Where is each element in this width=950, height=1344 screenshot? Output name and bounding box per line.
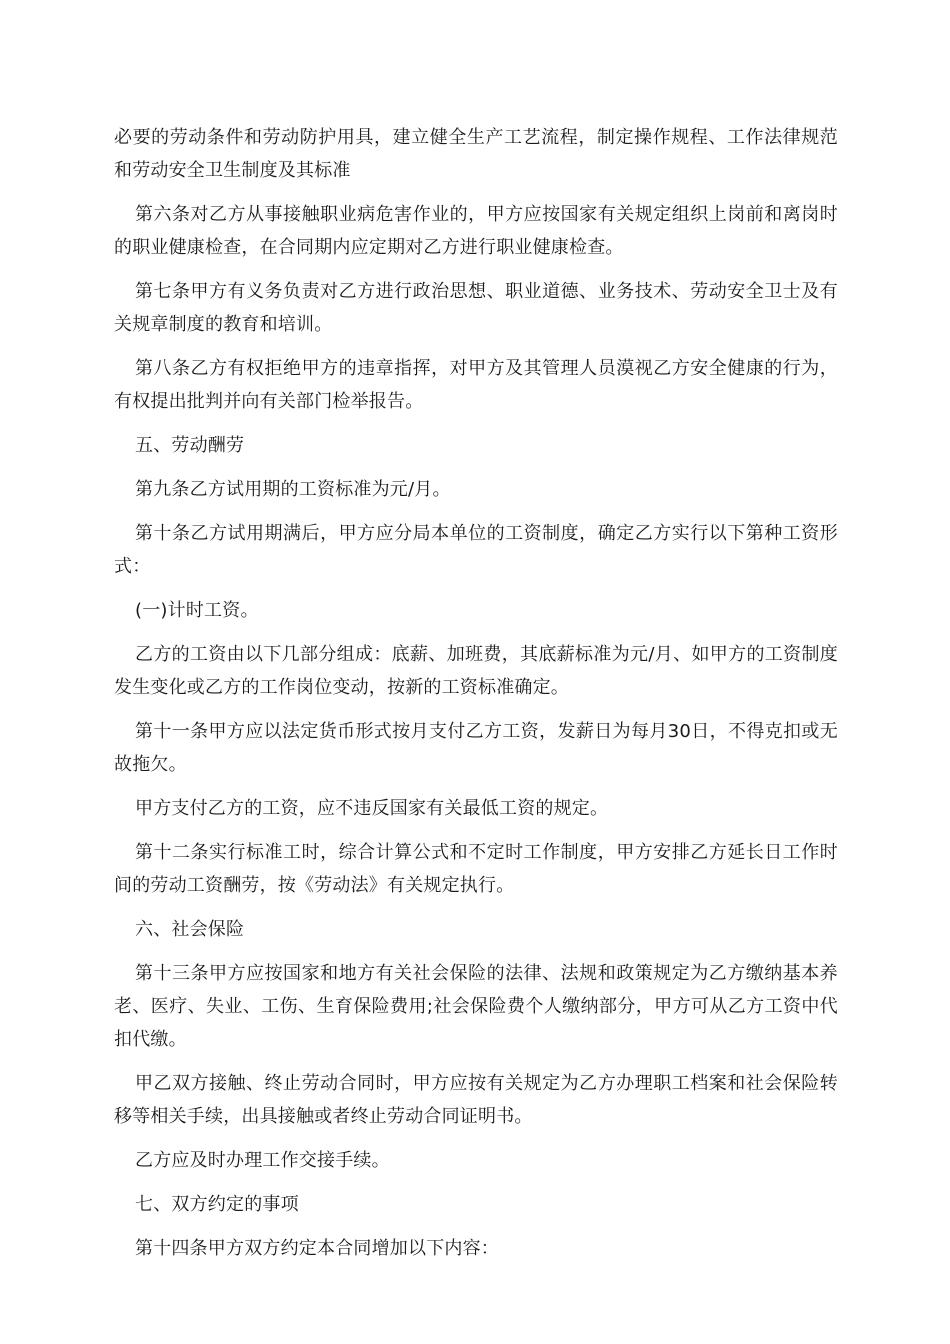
paragraph-continuation: 必要的劳动条件和劳动防护用具，建立健全生产工艺流程，制定操作规程、工作法律规范和劳动安全卫生制度及其标准	[114, 127, 838, 181]
paragraph-article-6: 第六条对乙方从事接触职业病危害作业的，甲方应按国家有关规定组织上岗前和离岗时的职业健康检查，在合同期内应定期对乙方进行职业健康检查。	[114, 204, 838, 258]
section-heading-social-insurance: 六、社会保险	[135, 919, 245, 940]
paragraph-article-10: 第十条乙方试用期满后，甲方应分局本单位的工资制度，确定乙方实行以下第种工资形式：	[114, 523, 838, 577]
paragraph-handover: 乙方应及时办理工作交接手续。	[135, 1150, 390, 1171]
paragraph-article-11: 第十一条甲方应以法定货币形式按月支付乙方工资，发薪日为每月30日，不得克扣或无故拖欠。	[114, 721, 838, 775]
paragraph-minimum-wage: 甲方支付乙方的工资，应不违反国家有关最低工资的规定。	[135, 798, 609, 819]
section-heading-remuneration: 五、劳动酬劳	[135, 435, 245, 456]
paragraph-hourly-wage: (一)计时工资。	[135, 600, 259, 621]
paragraph-article-13: 第十三条甲方应按国家和地方有关社会保险的法律、法规和政策规定为乙方缴纳基本养老、医疗、失业、工伤、生育保险费用;社会保险费个人缴纳部分，甲方可从乙方工资中代扣代缴。	[114, 963, 838, 1050]
paragraph-termination-procedures: 甲乙双方接触、终止劳动合同时，甲方应按有关规定为乙方办理职工档案和社会保险转移等相关手续，出具接触或者终止劳动合同证明书。	[114, 1073, 838, 1127]
paragraph-article-9: 第九条乙方试用期的工资标准为元/月。	[135, 479, 451, 500]
paragraph-article-8: 第八条乙方有权拒绝甲方的违章指挥，对甲方及其管理人员漠视乙方安全健康的行为，有权提出批判并向有关部门检举报告。	[114, 358, 838, 412]
paragraph-article-12: 第十二条实行标准工时，综合计算公式和不定时工作制度，甲方安排乙方延长日工作时间的劳动工资酬劳，按《劳动法》有关规定执行。	[114, 842, 838, 896]
paragraph-article-7: 第七条甲方有义务负责对乙方进行政治思想、职业道德、业务技术、劳动安全卫士及有关规章制度的教育和培训。	[114, 281, 838, 335]
section-heading-agreed-matters: 七、双方约定的事项	[135, 1194, 299, 1215]
paragraph-article-14: 第十四条甲方双方约定本合同增加以下内容：	[135, 1238, 499, 1259]
document-body	[114, 121, 838, 1276]
paragraph-wage-composition: 乙方的工资由以下几部分组成：底薪、加班费，其底薪标准为元/月、如甲方的工资制度发生变化或乙方的工作岗位变动，按新的工资标准确定。	[114, 644, 838, 698]
